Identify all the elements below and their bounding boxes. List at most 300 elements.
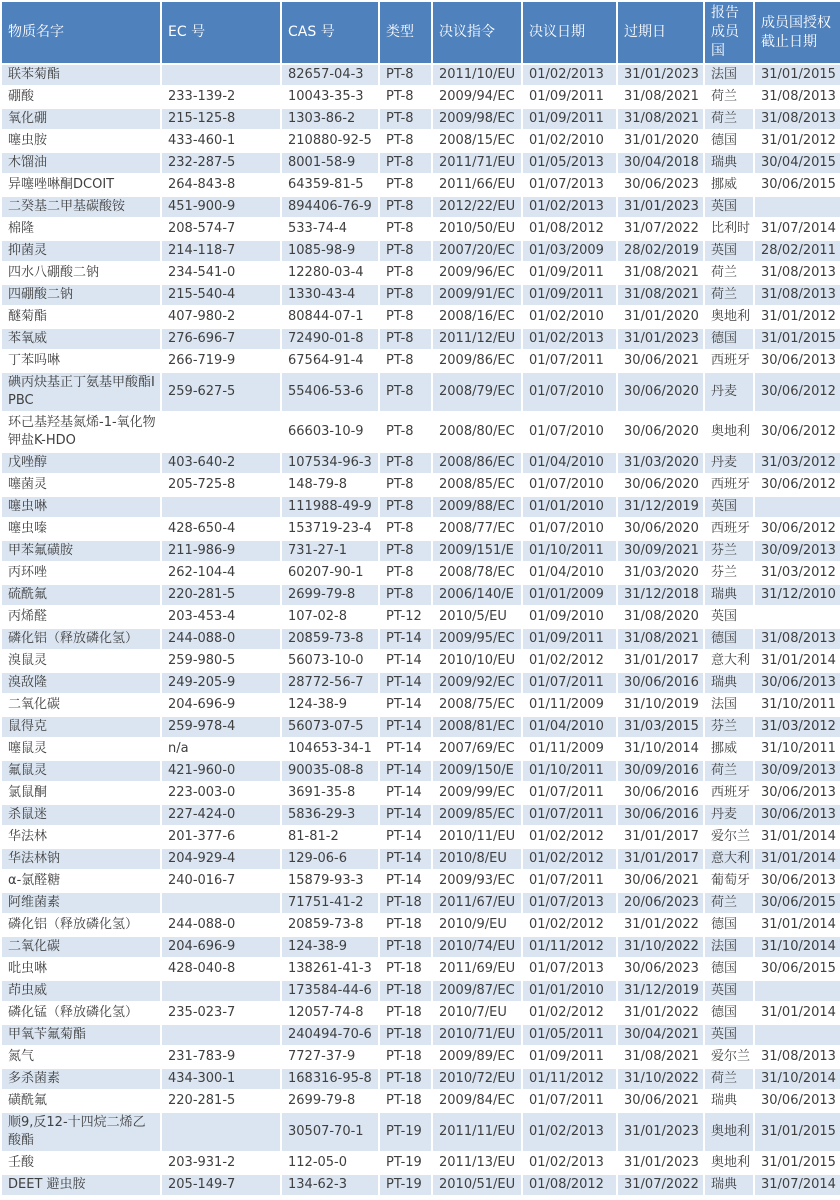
cell-reporting_member_state: 丹麦 [704, 804, 754, 826]
cell-cas_number: 104653-34-1 [281, 738, 379, 760]
cell-cas_number: 20859-73-8 [281, 914, 379, 936]
cell-reporting_member_state: 瑞典 [704, 1090, 754, 1112]
cell-ec_number: 231-783-9 [161, 1046, 281, 1068]
cell-ec_number: 204-696-9 [161, 936, 281, 958]
cell-ec_number [161, 1112, 281, 1152]
table-row [1, 86, 840, 108]
cell-cas_number: 210880-92-5 [281, 130, 379, 152]
cell-expiry_date: 30/06/2020 [617, 412, 704, 452]
cell-cas_number: 731-27-1 [281, 540, 379, 562]
cell-reporting_member_state: 爱尔兰 [704, 1046, 754, 1068]
cell-cas_number: 28772-56-7 [281, 672, 379, 694]
cell-substance_name: 二癸基二甲基碳酸铵 [1, 196, 161, 218]
cell-reporting_member_state: 荷兰 [704, 1068, 754, 1090]
cell-ec_number [161, 412, 281, 452]
cell-type: PT-18 [379, 1002, 432, 1024]
cell-type: PT-14 [379, 716, 432, 738]
cell-ec_number: 244-088-0 [161, 914, 281, 936]
table-row [1, 1174, 840, 1196]
cell-decision_date: 01/07/2010 [522, 474, 617, 496]
cell-decision_directive: 2010/11/EU [432, 826, 522, 848]
cell-member_state_authorization_deadline: 31/01/2012 [754, 130, 840, 152]
cell-type: PT-8 [379, 518, 432, 540]
cell-expiry_date: 31/08/2021 [617, 628, 704, 650]
cell-substance_name: 四硼酸二钠 [1, 284, 161, 306]
cell-expiry_date: 31/08/2021 [617, 284, 704, 306]
cell-ec_number [161, 64, 281, 86]
cell-substance_name: 苯氧威 [1, 328, 161, 350]
cell-member_state_authorization_deadline: 31/01/2015 [754, 1152, 840, 1174]
cell-decision_directive: 2009/89/EC [432, 1046, 522, 1068]
cell-substance_name: 噻虫胺 [1, 130, 161, 152]
cell-decision_date: 01/01/2009 [522, 584, 617, 606]
cell-expiry_date: 31/01/2022 [617, 914, 704, 936]
table-row [1, 892, 840, 914]
cell-decision_directive: 2007/20/EC [432, 240, 522, 262]
cell-decision_date: 01/07/2011 [522, 672, 617, 694]
cell-decision_date: 01/02/2012 [522, 914, 617, 936]
cell-decision_date: 01/09/2011 [522, 628, 617, 650]
cell-cas_number: 111988-49-9 [281, 496, 379, 518]
cell-expiry_date: 30/09/2016 [617, 760, 704, 782]
cell-cas_number: 168316-95-8 [281, 1068, 379, 1090]
table-row [1, 130, 840, 152]
table-row [1, 562, 840, 584]
cell-decision_directive: 2008/81/EC [432, 716, 522, 738]
cell-ec_number: 433-460-1 [161, 130, 281, 152]
cell-cas_number: 7727-37-9 [281, 1046, 379, 1068]
cell-substance_name: 硫酰氟 [1, 584, 161, 606]
cell-type: PT-8 [379, 412, 432, 452]
cell-type: PT-19 [379, 1112, 432, 1152]
cell-substance_name: 吡虫啉 [1, 958, 161, 980]
cell-decision_date: 01/09/2011 [522, 108, 617, 130]
cell-substance_name: 磷化铝（释放磷化氢） [1, 628, 161, 650]
cell-type: PT-18 [379, 958, 432, 980]
cell-type: PT-19 [379, 1152, 432, 1174]
cell-ec_number: 201-377-6 [161, 826, 281, 848]
cell-decision_date: 01/10/2011 [522, 540, 617, 562]
cell-decision_date: 01/07/2010 [522, 372, 617, 412]
cell-decision_date: 01/07/2011 [522, 350, 617, 372]
cell-cas_number: 2699-79-8 [281, 584, 379, 606]
cell-decision_date: 01/04/2010 [522, 452, 617, 474]
cell-member_state_authorization_deadline: 31/12/2010 [754, 584, 840, 606]
cell-decision_directive: 2008/86/EC [432, 452, 522, 474]
cell-substance_name: 阿维菌素 [1, 892, 161, 914]
cell-decision_date: 01/02/2013 [522, 1152, 617, 1174]
table-row [1, 372, 840, 412]
cell-reporting_member_state: 芬兰 [704, 716, 754, 738]
cell-ec_number: 235-023-7 [161, 1002, 281, 1024]
table-row [1, 1024, 840, 1046]
cell-type: PT-14 [379, 694, 432, 716]
cell-decision_directive: 2011/71/EU [432, 152, 522, 174]
cell-reporting_member_state: 西班牙 [704, 782, 754, 804]
cell-cas_number: 129-06-6 [281, 848, 379, 870]
cell-reporting_member_state: 德国 [704, 628, 754, 650]
cell-reporting_member_state: 英国 [704, 496, 754, 518]
cell-reporting_member_state: 英国 [704, 196, 754, 218]
column-header-type: 类型 [379, 1, 432, 64]
cell-expiry_date: 30/06/2023 [617, 958, 704, 980]
cell-member_state_authorization_deadline [754, 496, 840, 518]
cell-type: PT-8 [379, 130, 432, 152]
table-row [1, 694, 840, 716]
cell-ec_number: 403-640-2 [161, 452, 281, 474]
cell-reporting_member_state: 葡萄牙 [704, 870, 754, 892]
cell-expiry_date: 30/06/2020 [617, 474, 704, 496]
cell-ec_number [161, 496, 281, 518]
cell-member_state_authorization_deadline: 31/03/2012 [754, 452, 840, 474]
cell-decision_date: 01/04/2010 [522, 716, 617, 738]
cell-decision_directive: 2010/74/EU [432, 936, 522, 958]
cell-member_state_authorization_deadline: 31/08/2013 [754, 1046, 840, 1068]
cell-ec_number: 259-627-5 [161, 372, 281, 412]
cell-substance_name: 噻虫啉 [1, 496, 161, 518]
cell-type: PT-18 [379, 914, 432, 936]
cell-expiry_date: 30/06/2016 [617, 672, 704, 694]
cell-cas_number: 56073-07-5 [281, 716, 379, 738]
cell-substance_name: 噻菌灵 [1, 474, 161, 496]
cell-member_state_authorization_deadline: 28/02/2011 [754, 240, 840, 262]
cell-expiry_date: 30/06/2023 [617, 174, 704, 196]
cell-member_state_authorization_deadline: 31/08/2013 [754, 262, 840, 284]
cell-decision_directive: 2008/78/EC [432, 562, 522, 584]
cell-reporting_member_state: 法国 [704, 64, 754, 86]
cell-reporting_member_state: 德国 [704, 1002, 754, 1024]
cell-expiry_date: 31/08/2021 [617, 1046, 704, 1068]
cell-decision_date: 01/07/2011 [522, 804, 617, 826]
cell-substance_name: 四水八硼酸二钠 [1, 262, 161, 284]
cell-cas_number: 1085-98-9 [281, 240, 379, 262]
table-header [1, 1, 840, 64]
cell-decision_directive: 2009/84/EC [432, 1090, 522, 1112]
table-row [1, 804, 840, 826]
cell-cas_number: 173584-44-6 [281, 980, 379, 1002]
cell-substance_name: 甲苯氟磺胺 [1, 540, 161, 562]
cell-decision_directive: 2010/8/EU [432, 848, 522, 870]
cell-reporting_member_state: 德国 [704, 328, 754, 350]
cell-cas_number: 30507-70-1 [281, 1112, 379, 1152]
cell-decision_date: 01/08/2012 [522, 218, 617, 240]
cell-type: PT-8 [379, 452, 432, 474]
table-row [1, 848, 840, 870]
cell-member_state_authorization_deadline: 31/01/2014 [754, 1002, 840, 1024]
cell-substance_name: 甲氧苄氟菊酯 [1, 1024, 161, 1046]
cell-cas_number: 112-05-0 [281, 1152, 379, 1174]
cell-expiry_date: 30/06/2021 [617, 1090, 704, 1112]
cell-type: PT-8 [379, 584, 432, 606]
table-row [1, 650, 840, 672]
cell-reporting_member_state: 法国 [704, 936, 754, 958]
cell-reporting_member_state: 奥地利 [704, 306, 754, 328]
cell-cas_number: 56073-10-0 [281, 650, 379, 672]
cell-member_state_authorization_deadline: 30/06/2013 [754, 672, 840, 694]
cell-decision_directive: 2011/11/EU [432, 1112, 522, 1152]
cell-member_state_authorization_deadline [754, 980, 840, 1002]
cell-reporting_member_state: 芬兰 [704, 540, 754, 562]
cell-substance_name: 噻鼠灵 [1, 738, 161, 760]
cell-expiry_date: 30/04/2021 [617, 1024, 704, 1046]
table-row [1, 672, 840, 694]
cell-ec_number: 264-843-8 [161, 174, 281, 196]
cell-substance_name: 戊唑醇 [1, 452, 161, 474]
cell-cas_number: 134-62-3 [281, 1174, 379, 1196]
cell-ec_number: 214-118-7 [161, 240, 281, 262]
cell-substance_name: 顺9,反12-十四烷二烯乙酸酯 [1, 1112, 161, 1152]
cell-type: PT-8 [379, 152, 432, 174]
table-row [1, 870, 840, 892]
cell-decision_date: 01/07/2010 [522, 412, 617, 452]
cell-expiry_date: 31/12/2019 [617, 496, 704, 518]
cell-decision_directive: 2010/72/EU [432, 1068, 522, 1090]
cell-decision_date: 01/09/2010 [522, 606, 617, 628]
table-row [1, 412, 840, 452]
cell-substance_name: 二氧化碳 [1, 694, 161, 716]
cell-decision_directive: 2009/150/E [432, 760, 522, 782]
cell-type: PT-14 [379, 760, 432, 782]
cell-member_state_authorization_deadline: 30/04/2015 [754, 152, 840, 174]
cell-expiry_date: 31/01/2017 [617, 650, 704, 672]
cell-ec_number: 451-900-9 [161, 196, 281, 218]
cell-cas_number: 15879-93-3 [281, 870, 379, 892]
cell-ec_number [161, 892, 281, 914]
cell-type: PT-18 [379, 1068, 432, 1090]
cell-decision_directive: 2009/96/EC [432, 262, 522, 284]
cell-decision_date: 01/02/2010 [522, 306, 617, 328]
table-row [1, 218, 840, 240]
cell-expiry_date: 31/03/2020 [617, 562, 704, 584]
cell-cas_number: 533-74-4 [281, 218, 379, 240]
cell-type: PT-8 [379, 64, 432, 86]
cell-expiry_date: 28/02/2019 [617, 240, 704, 262]
cell-reporting_member_state: 比利时 [704, 218, 754, 240]
cell-reporting_member_state: 德国 [704, 130, 754, 152]
cell-reporting_member_state: 丹麦 [704, 452, 754, 474]
cell-cas_number: 2699-79-8 [281, 1090, 379, 1112]
cell-substance_name: 氯鼠酮 [1, 782, 161, 804]
cell-expiry_date: 30/06/2021 [617, 870, 704, 892]
table-row [1, 262, 840, 284]
cell-expiry_date: 30/09/2021 [617, 540, 704, 562]
cell-type: PT-18 [379, 1046, 432, 1068]
cell-expiry_date: 31/10/2022 [617, 936, 704, 958]
cell-substance_name: 二氧化碳 [1, 936, 161, 958]
cell-cas_number: 66603-10-9 [281, 412, 379, 452]
cell-type: PT-8 [379, 372, 432, 412]
cell-type: PT-8 [379, 218, 432, 240]
cell-cas_number: 10043-35-3 [281, 86, 379, 108]
column-header-expiry_date: 过期日 [617, 1, 704, 64]
cell-reporting_member_state: 瑞典 [704, 584, 754, 606]
cell-member_state_authorization_deadline: 31/10/2014 [754, 936, 840, 958]
cell-member_state_authorization_deadline: 31/08/2013 [754, 284, 840, 306]
cell-type: PT-8 [379, 240, 432, 262]
table-row [1, 738, 840, 760]
cell-substance_name: 溴敌隆 [1, 672, 161, 694]
table-row [1, 1152, 840, 1174]
cell-ec_number: 223-003-0 [161, 782, 281, 804]
cell-member_state_authorization_deadline: 31/01/2015 [754, 1112, 840, 1152]
cell-ec_number: 203-931-2 [161, 1152, 281, 1174]
table-row [1, 540, 840, 562]
cell-decision_directive: 2010/51/EU [432, 1174, 522, 1196]
cell-decision_directive: 2008/75/EC [432, 694, 522, 716]
cell-expiry_date: 30/06/2016 [617, 782, 704, 804]
cell-ec_number: 203-453-4 [161, 606, 281, 628]
cell-substance_name: 丁苯吗啉 [1, 350, 161, 372]
cell-type: PT-8 [379, 284, 432, 306]
cell-decision_date: 01/02/2010 [522, 130, 617, 152]
cell-cas_number: 3691-35-8 [281, 782, 379, 804]
cell-reporting_member_state: 瑞典 [704, 1174, 754, 1196]
cell-substance_name: 抑菌灵 [1, 240, 161, 262]
cell-decision_directive: 2010/5/EU [432, 606, 522, 628]
table-row [1, 1046, 840, 1068]
cell-decision_directive: 2010/7/EU [432, 1002, 522, 1024]
cell-cas_number: 124-38-9 [281, 694, 379, 716]
cell-decision_directive: 2008/77/EC [432, 518, 522, 540]
cell-ec_number [161, 980, 281, 1002]
column-header-substance_name: 物质名字 [1, 1, 161, 64]
cell-decision_directive: 2007/69/EC [432, 738, 522, 760]
cell-substance_name: 磷化锰（释放磷化氢） [1, 1002, 161, 1024]
cell-type: PT-18 [379, 892, 432, 914]
cell-ec_number: 262-104-4 [161, 562, 281, 584]
cell-decision_date: 01/05/2013 [522, 152, 617, 174]
cell-type: PT-14 [379, 848, 432, 870]
cell-decision_date: 01/11/2012 [522, 1068, 617, 1090]
cell-expiry_date: 31/08/2021 [617, 108, 704, 130]
cell-substance_name: 茚虫威 [1, 980, 161, 1002]
cell-decision_directive: 2009/94/EC [432, 86, 522, 108]
cell-substance_name: 丙烯醛 [1, 606, 161, 628]
cell-decision_directive: 2009/88/EC [432, 496, 522, 518]
cell-ec_number: 215-125-8 [161, 108, 281, 130]
cell-reporting_member_state: 西班牙 [704, 474, 754, 496]
cell-cas_number: 894406-76-9 [281, 196, 379, 218]
cell-ec_number: 428-650-4 [161, 518, 281, 540]
column-header-reporting_member_state: 报告成员国 [704, 1, 754, 64]
column-header-member_state_authorization_deadline: 成员国授权截止日期 [754, 1, 840, 64]
cell-member_state_authorization_deadline: 30/06/2013 [754, 804, 840, 826]
cell-cas_number: 20859-73-8 [281, 628, 379, 650]
cell-member_state_authorization_deadline: 31/08/2013 [754, 86, 840, 108]
cell-decision_directive: 2011/12/EU [432, 328, 522, 350]
cell-decision_date: 01/07/2013 [522, 958, 617, 980]
cell-reporting_member_state: 瑞典 [704, 152, 754, 174]
cell-substance_name: 棉隆 [1, 218, 161, 240]
cell-decision_date: 01/07/2011 [522, 870, 617, 892]
cell-substance_name: 噻虫嗪 [1, 518, 161, 540]
cell-decision_directive: 2010/50/EU [432, 218, 522, 240]
cell-reporting_member_state: 意大利 [704, 650, 754, 672]
cell-decision_date: 01/03/2009 [522, 240, 617, 262]
cell-expiry_date: 31/08/2021 [617, 262, 704, 284]
table-row [1, 152, 840, 174]
table-row [1, 196, 840, 218]
table-row [1, 496, 840, 518]
cell-decision_date: 01/11/2012 [522, 936, 617, 958]
cell-substance_name: α-氯醛糖 [1, 870, 161, 892]
cell-ec_number: 234-541-0 [161, 262, 281, 284]
cell-member_state_authorization_deadline: 30/06/2012 [754, 412, 840, 452]
table-row [1, 240, 840, 262]
cell-reporting_member_state: 荷兰 [704, 284, 754, 306]
cell-expiry_date: 30/06/2016 [617, 804, 704, 826]
cell-ec_number: 428-040-8 [161, 958, 281, 980]
cell-substance_name: 华法林 [1, 826, 161, 848]
cell-substance_name: 碘丙炔基正丁氨基甲酸酯IPBC [1, 372, 161, 412]
cell-cas_number: 60207-90-1 [281, 562, 379, 584]
table-row [1, 1090, 840, 1112]
cell-decision_directive: 2009/151/E [432, 540, 522, 562]
cell-decision_date: 01/09/2011 [522, 1046, 617, 1068]
cell-type: PT-8 [379, 474, 432, 496]
cell-cas_number: 148-79-8 [281, 474, 379, 496]
cell-member_state_authorization_deadline [754, 196, 840, 218]
cell-reporting_member_state: 西班牙 [704, 350, 754, 372]
table-row [1, 606, 840, 628]
cell-ec_number: 233-139-2 [161, 86, 281, 108]
cell-decision_directive: 2011/13/EU [432, 1152, 522, 1174]
cell-ec_number: 407-980-2 [161, 306, 281, 328]
cell-decision_directive: 2011/67/EU [432, 892, 522, 914]
cell-decision_directive: 2009/93/EC [432, 870, 522, 892]
cell-decision_date: 01/02/2013 [522, 196, 617, 218]
cell-decision_date: 01/04/2010 [522, 562, 617, 584]
cell-decision_directive: 2008/80/EC [432, 412, 522, 452]
cell-cas_number: 72490-01-8 [281, 328, 379, 350]
cell-type: PT-14 [379, 628, 432, 650]
cell-reporting_member_state: 奥地利 [704, 1112, 754, 1152]
column-header-ec_number: EC 号 [161, 1, 281, 64]
cell-type: PT-14 [379, 738, 432, 760]
cell-member_state_authorization_deadline: 31/01/2014 [754, 914, 840, 936]
cell-reporting_member_state: 荷兰 [704, 108, 754, 130]
cell-member_state_authorization_deadline: 30/06/2015 [754, 174, 840, 196]
cell-cas_number: 107534-96-3 [281, 452, 379, 474]
cell-ec_number: n/a [161, 738, 281, 760]
cell-decision_date: 01/02/2013 [522, 64, 617, 86]
cell-ec_number: 205-149-7 [161, 1174, 281, 1196]
cell-reporting_member_state: 丹麦 [704, 372, 754, 412]
cell-decision_date: 01/07/2010 [522, 518, 617, 540]
cell-cas_number: 71751-41-2 [281, 892, 379, 914]
table-row [1, 350, 840, 372]
cell-ec_number: 244-088-0 [161, 628, 281, 650]
cell-type: PT-14 [379, 782, 432, 804]
cell-substance_name: 环己基羟基氮烯-1-氧化物钾盐K-HDO [1, 412, 161, 452]
cell-expiry_date: 31/03/2015 [617, 716, 704, 738]
table-row [1, 518, 840, 540]
cell-reporting_member_state: 德国 [704, 958, 754, 980]
cell-decision_date: 01/07/2011 [522, 1090, 617, 1112]
cell-cas_number: 1330-43-4 [281, 284, 379, 306]
cell-member_state_authorization_deadline: 31/07/2014 [754, 218, 840, 240]
cell-cas_number: 81-81-2 [281, 826, 379, 848]
cell-decision_directive: 2009/92/EC [432, 672, 522, 694]
column-header-decision_date: 决议日期 [522, 1, 617, 64]
cell-expiry_date: 30/06/2020 [617, 518, 704, 540]
cell-ec_number [161, 1024, 281, 1046]
cell-cas_number: 1303-86-2 [281, 108, 379, 130]
cell-member_state_authorization_deadline: 31/07/2014 [754, 1174, 840, 1196]
cell-decision_date: 01/07/2013 [522, 892, 617, 914]
table-row [1, 328, 840, 350]
cell-decision_directive: 2010/10/EU [432, 650, 522, 672]
